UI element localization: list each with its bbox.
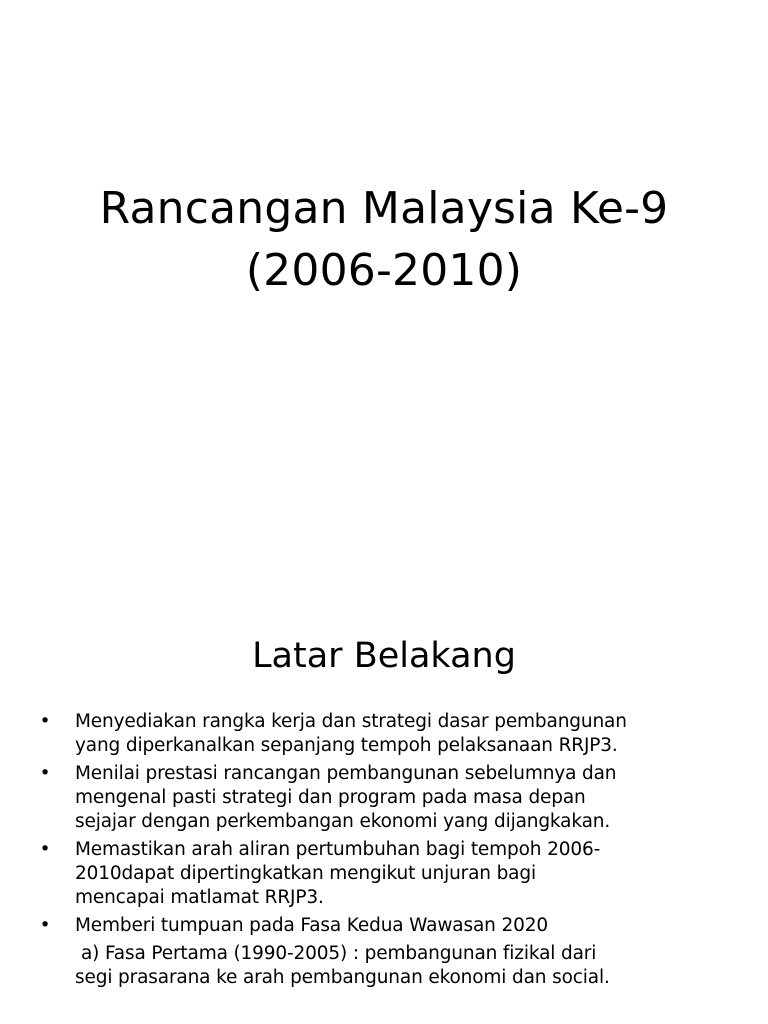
bullet-text-line: Menilai prestasi rancangan pembangunan sebelumnya dan	[75, 763, 617, 784]
slide-title-line-2: (2006-2010)	[245, 245, 523, 296]
bullet-marker: •	[39, 763, 51, 784]
bullet-item	[38, 710, 756, 758]
bullet-marker: •	[39, 839, 51, 860]
bullet-text-line: 2010dapat dipertingkatkan mengikut unjuran bagi	[75, 863, 536, 884]
bullet-marker: •	[39, 711, 51, 732]
content-slide	[0, 576, 768, 1024]
bullet-text-line: Menyediakan rangka kerja dan strategi dasar pembangunan	[75, 711, 627, 732]
bullet-list	[38, 710, 756, 990]
bullet-item	[38, 838, 756, 910]
bullet-marker: •	[39, 915, 51, 936]
slide-title	[40, 178, 728, 302]
slide-title-line-1: Rancangan Malaysia Ke-9	[99, 183, 669, 234]
bullet-text-line: yang diperkanalkan sepanjang tempoh pelaksanaan RRJP3.	[75, 735, 618, 756]
bullet-text-line: Memberi tumpuan pada Fasa Kedua Wawasan 2020	[75, 915, 548, 936]
bullet-item	[38, 914, 756, 938]
sub-bullet-text-line: segi prasarana ke arah pembangunan ekonomi dan social.	[75, 967, 610, 988]
bullet-text-line: sejajar dengan perkembangan ekonomi yang dijangkakan.	[75, 811, 611, 832]
sub-bullet-text-line: a) Fasa Pertama (1990-2005) : pembangunan fizikal dari	[81, 943, 597, 964]
bullet-text-line: Memastikan arah aliran pertumbuhan bagi tempoh 2006-	[75, 839, 601, 860]
bullet-text-line: mengenal pasti strategi dan program pada masa depan	[75, 787, 586, 808]
section-heading: Latar Belakang	[252, 636, 516, 676]
bullet-text-line: mencapai matlamat RRJP3.	[75, 887, 324, 908]
sub-bullet-item	[38, 942, 756, 990]
bullet-item	[38, 762, 756, 834]
